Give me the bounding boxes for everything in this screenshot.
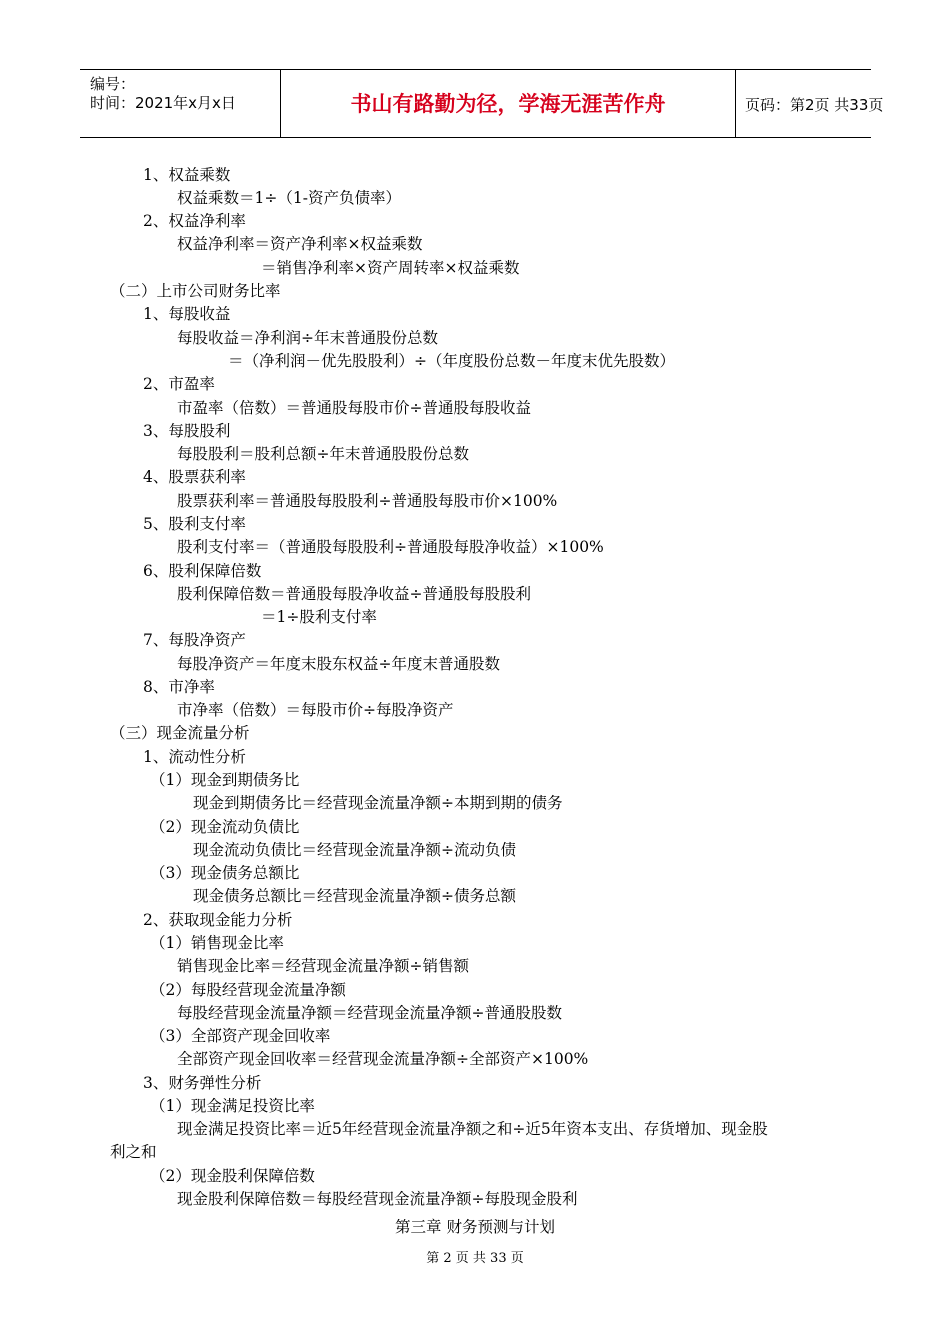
header-left-cell (80, 70, 280, 137)
header-motto: 书山有路勤为径，学海无涯苦作舟 (350, 92, 666, 116)
text-line: 市盈率（倍数）＝普通股每股市价÷普通股每股收益 (177, 399, 531, 417)
serial-number-label: 编号： (90, 75, 136, 93)
text-line: 4、股票获利率 (143, 468, 246, 486)
text-line: 现金流动负债比＝经营现金流量净额÷流动负债 (193, 841, 516, 859)
text-line: 每股收益＝净利润÷年末普通股份总数 (177, 329, 438, 347)
page-header (80, 69, 884, 138)
text-line: 5、股利支付率 (143, 515, 246, 533)
text-line: 股票获利率＝普通股每股股利÷普通股每股市价×100% (177, 492, 558, 510)
text-line: 每股净资产＝年度末股东权益÷年度末普通股数 (177, 655, 500, 673)
text-line: 全部资产现金回收率＝经营现金流量净额÷全部资产×100% (177, 1050, 589, 1068)
text-line: 6、股利保障倍数 (143, 562, 262, 580)
header-center-cell (280, 70, 736, 137)
text-line: 现金满足投资比率＝近5年经营现金流量净额之和÷近5年资本支出、存货增加、现金股 (177, 1120, 768, 1138)
text-line: 1、流动性分析 (143, 748, 246, 766)
text-line: （1）销售现金比率 (150, 934, 284, 952)
text-line: ＝销售净利率×资产周转率×权益乘数 (261, 259, 520, 277)
text-line: 现金债务总额比＝经营现金流量净额÷债务总额 (193, 887, 516, 905)
text-line: 权益净利率＝资产净利率×权益乘数 (177, 235, 423, 253)
text-line: 7、每股净资产 (143, 631, 246, 649)
text-line: 每股经营现金流量净额＝经营现金流量净额÷普通股股数 (177, 1004, 562, 1022)
text-line: 2、市盈率 (143, 375, 215, 393)
chapter-title: 第三章 财务预测与计划 (395, 1218, 555, 1236)
text-line: 3、财务弹性分析 (143, 1074, 262, 1092)
text-line: ＝1÷股利支付率 (261, 608, 377, 626)
text-line: 销售现金比率＝经营现金流量净额÷销售额 (177, 957, 469, 975)
text-line: 市净率（倍数）＝每股市价÷每股净资产 (177, 701, 454, 719)
text-line: 股利支付率＝（普通股每股股利÷普通股每股净收益）×100% (177, 538, 604, 556)
date-label: 时间：2021年x月x日 (90, 94, 236, 112)
text-line: （2）现金流动负债比 (150, 818, 300, 836)
text-line: （三）现金流量分析 (110, 724, 250, 742)
text-line: （3）现金债务总额比 (150, 864, 300, 882)
header-right-cell (735, 70, 884, 137)
text-line: 8、市净率 (143, 678, 215, 696)
text-line: （2）每股经营现金流量净额 (150, 981, 346, 999)
text-line: 2、权益净利率 (143, 212, 246, 230)
text-line: 股利保障倍数＝普通股每股净收益÷普通股每股股利 (177, 585, 531, 603)
text-line: 3、每股股利 (143, 422, 231, 440)
text-line: 每股股利＝股利总额÷年末普通股股份总数 (177, 445, 469, 463)
text-line: 现金股利保障倍数＝每股经营现金流量净额÷每股现金股利 (177, 1190, 578, 1208)
text-line: （3）全部资产现金回收率 (150, 1027, 331, 1045)
text-line: 现金到期债务比＝经营现金流量净额÷本期到期的债务 (193, 794, 563, 812)
text-line: （1）现金满足投资比率 (150, 1097, 315, 1115)
text-line: 1、权益乘数 (143, 166, 231, 184)
text-line: （二）上市公司财务比率 (110, 282, 281, 300)
text-line: （1）现金到期债务比 (150, 771, 300, 789)
text-line: ＝（净利润－优先股股利）÷（年度股份总数－年度末优先股数） (228, 352, 675, 370)
text-line: 1、每股收益 (143, 305, 231, 323)
text-line: （2）现金股利保障倍数 (150, 1167, 315, 1185)
text-line: 利之和 (110, 1143, 157, 1161)
page-info: 页码：第2页 共33页 (745, 96, 884, 114)
text-line: 权益乘数＝1÷（1-资产负债率） (177, 189, 401, 207)
page-footer: 第 2 页 共 33 页 (426, 1251, 524, 1266)
text-line: 2、获取现金能力分析 (143, 911, 293, 929)
